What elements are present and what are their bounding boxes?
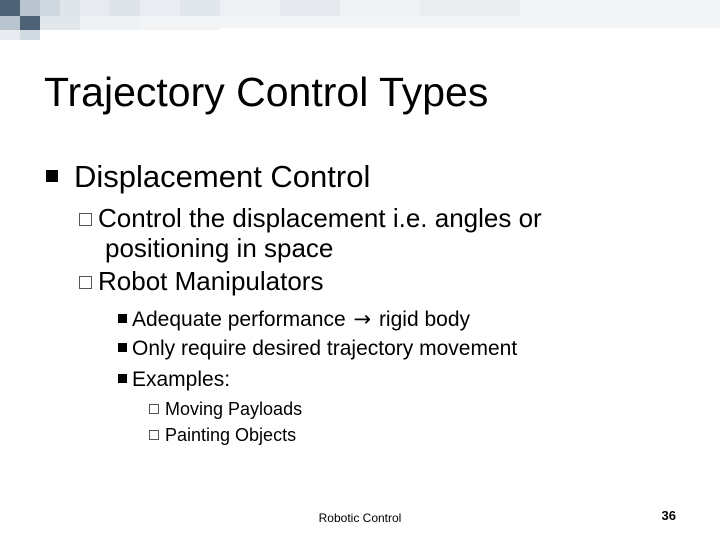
bullet-level3-text: Adequate performance xyxy=(132,308,346,331)
filled-square-bullet-icon xyxy=(118,374,127,383)
slide-footer: Robotic Control xyxy=(318,511,402,525)
filled-square-bullet-icon xyxy=(46,170,58,182)
bullet-level2-item xyxy=(79,203,542,233)
filled-square-bullet-icon xyxy=(118,343,127,352)
hollow-square-bullet-icon xyxy=(149,404,159,414)
filled-square-bullet-icon xyxy=(118,314,127,323)
bullet-level2-text: Control the displacement i.e. angles or xyxy=(98,203,542,233)
bullet-level4-item xyxy=(149,397,302,421)
hollow-square-bullet-icon xyxy=(149,430,159,440)
bullet-level3-item xyxy=(118,305,470,334)
bullet-level3-text: rigid body xyxy=(378,308,470,331)
bullet-level3-text: Examples: xyxy=(132,368,231,391)
bullet-level2-continuation: positioning in space xyxy=(105,233,334,263)
header-decoration xyxy=(0,0,720,40)
bullet-level1 xyxy=(44,157,664,197)
bullet-level2-item xyxy=(79,266,323,296)
hollow-square-bullet-icon xyxy=(79,213,92,226)
bullet-level3-text: Only require desired trajectory movement xyxy=(132,337,518,360)
bullet-level4-text: Moving Payloads xyxy=(165,399,303,419)
bullet-level3-item xyxy=(118,366,230,394)
hollow-square-bullet-icon xyxy=(79,276,92,289)
slide-title: Trajectory Control Types xyxy=(44,69,489,115)
page-number: 36 xyxy=(661,508,676,523)
bullet-level4-item xyxy=(149,423,296,447)
bullet-level2-text: Robot Manipulators xyxy=(98,266,324,296)
right-arrow-icon: → xyxy=(353,307,372,331)
bullet-level4-text: Painting Objects xyxy=(165,425,297,445)
bullet-level1-text: Displacement Control xyxy=(74,159,371,194)
bullet-level3-item xyxy=(118,335,517,363)
